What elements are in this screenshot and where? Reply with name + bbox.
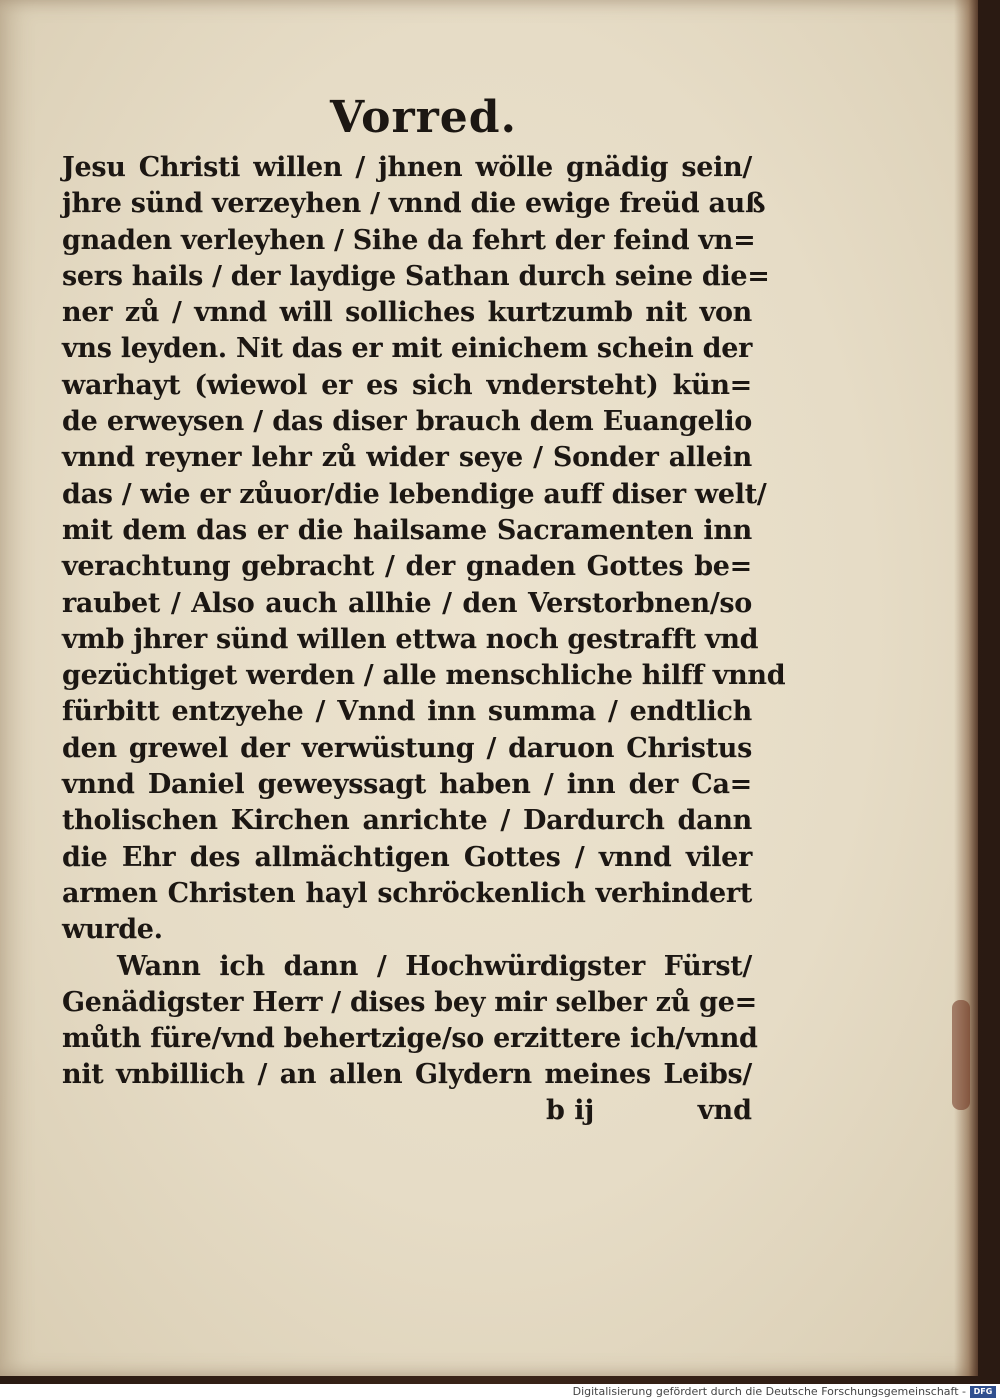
text-line: das / wie er zůuor/die lebendige auff diser welt/ [62, 478, 767, 510]
text-line: jhre sünd verzeyhen / vnnd die ewige freüd auß [62, 188, 766, 220]
text-line: vnnd Daniel geweyssagt haben / inn der Ca= [62, 769, 752, 801]
text-line: verachtung gebracht / der gnaden Gottes be= [62, 551, 752, 583]
text-line: mit dem das er die hailsame Sacramenten inn [62, 514, 752, 546]
running-header: Vorred. [330, 92, 517, 143]
text-line: vnnd reyner lehr zů wider seye / Sonder allein [62, 442, 752, 474]
dfg-logo: DFG [970, 1386, 996, 1398]
text-line: de erweysen / das diser brauch dem Euangelio [62, 406, 752, 438]
page-edge-shadow [954, 0, 978, 1376]
text-line: vns leyden. Nit das er mit einichem schein der [62, 333, 752, 365]
signature-line [540, 1095, 752, 1131]
text-line: sers hails / der laydige Sathan durch seine die= [62, 260, 770, 292]
text-line: tholischen Kirchen anrichte / Dardurch dann [62, 805, 752, 837]
text-line: Genädigster Herr / dises bey mir selber zů ge= [62, 986, 757, 1018]
text-line: die Ehr des allmächtigen Gottes / vnnd viler [62, 841, 752, 873]
text-line: warhayt (wiewol er es sich vndersteht) kün= [62, 369, 752, 401]
text-line: den grewel der verwüstung / daruon Christus [62, 732, 752, 764]
paragraph-end-line: wurde. [62, 914, 163, 946]
text-line: můth füre/vnd behertzige/so erzittere ich/vnnd [62, 1023, 758, 1055]
body-text [62, 150, 786, 1094]
text-line: ner zů / vnnd will solliches kurtzumb nit von [62, 297, 752, 329]
digitization-credit: Digitalisierung gefördert durch die Deutsche Forschungsgemeinschaft - [572, 1385, 966, 1398]
catchword: vnd [697, 1095, 752, 1126]
text-line: nit vnbillich / an allen Glydern meines Leibs/ [62, 1059, 752, 1091]
page-stain [952, 1000, 970, 1110]
signature-mark: b ij [546, 1095, 595, 1126]
text-line: gnaden verleyhen / Sihe da fehrt der feind vn= [62, 224, 756, 256]
text-line: gezüchtiget werden / alle menschliche hilff vnnd [62, 660, 786, 692]
text-line: fürbitt entzyehe / Vnnd inn summa / endtlich [62, 696, 752, 728]
text-line: vmb jhrer sünd willen ettwa noch gestrafft vnd [62, 623, 759, 655]
text-line: raubet / Also auch allhie / den Verstorbnen/so [62, 587, 752, 619]
text-line: armen Christen hayl schröckenlich verhindert [62, 877, 752, 909]
text-line: Jesu Christi willen / jhnen wölle gnädig sein/ [62, 152, 752, 183]
paragraph-start-line: Wann ich dann / Hochwürdigster Fürst/ [117, 950, 752, 982]
